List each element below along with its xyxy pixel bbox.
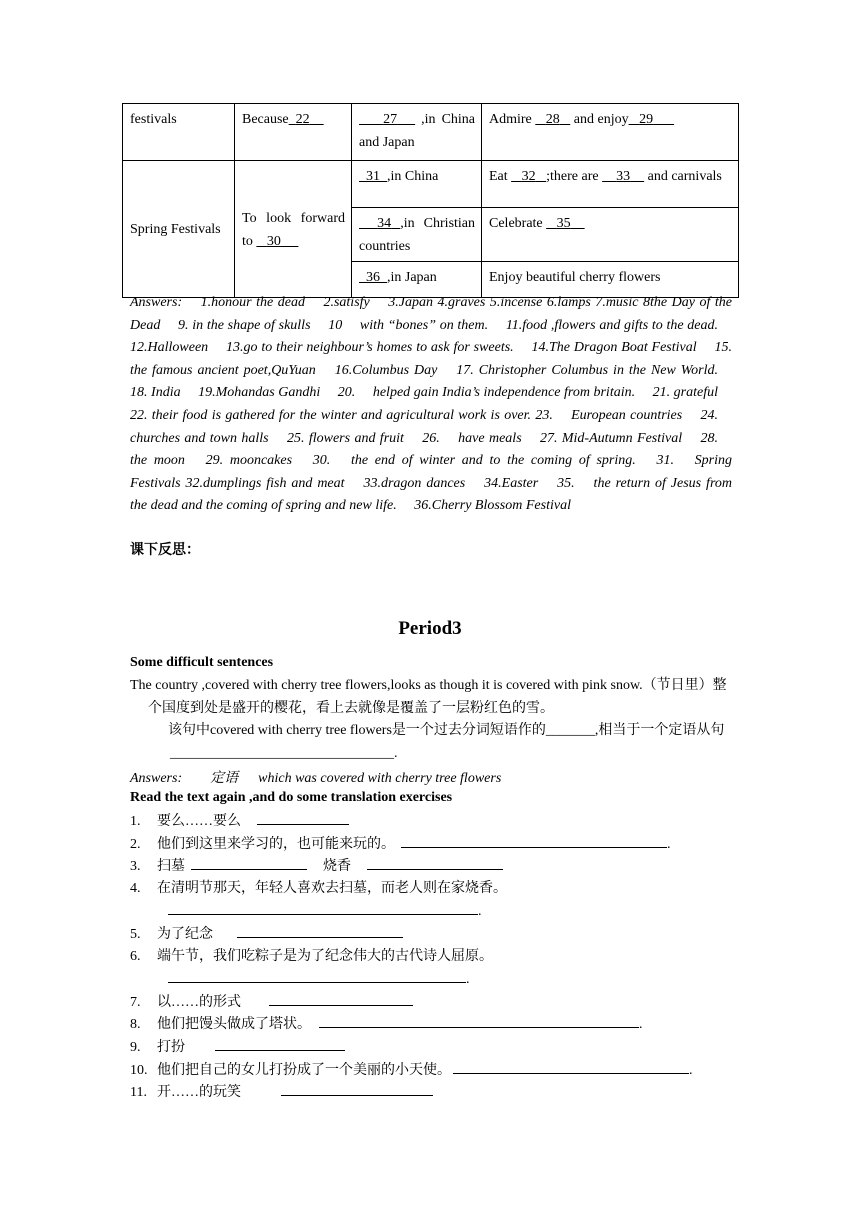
table-cell: Celebrate 35	[482, 208, 739, 262]
table-row	[123, 104, 739, 161]
list-item: 4. 在清明节那天，年轻人喜欢去扫墓，而老人则在家烧香。	[130, 880, 507, 896]
table-cell: Enjoy beautiful cherry flowers	[482, 262, 739, 298]
table-cell: Admire 28 and enjoy 29	[482, 104, 739, 161]
answer-line[interactable]	[168, 900, 478, 915]
festival-table	[122, 103, 739, 298]
answer-line[interactable]	[453, 1059, 689, 1074]
blank-31: 31	[366, 169, 380, 184]
answer-line[interactable]	[319, 1013, 639, 1028]
blank-29: 29	[639, 112, 654, 127]
reflection-label: 课下反思：	[130, 542, 200, 558]
blank-22: 22	[295, 112, 310, 127]
list-item: 2. 他们到这里来学习的，也可能来玩的。 .	[130, 833, 736, 856]
list-item: 5. 为了纪念	[130, 923, 736, 946]
answer-line[interactable]	[269, 991, 413, 1006]
period-title: Period3	[398, 618, 462, 639]
table-cell: festivals	[123, 104, 235, 161]
list-item: 8. 他们把馒头做成了塔状。 .	[130, 1013, 736, 1036]
section-title-difficult-sentences: Some difficult sentences	[130, 655, 274, 670]
table-row	[123, 161, 739, 208]
answer-line[interactable]	[401, 833, 667, 848]
list-item: 11. 开……的玩笑	[130, 1081, 736, 1104]
table-cell: 31 ,in China	[352, 161, 482, 208]
answer-line[interactable]	[215, 1036, 345, 1051]
list-item: 10. 他们把自己的女儿打扮成了一个美丽的小天使。 .	[130, 1059, 736, 1082]
table-cell: Spring Festivals	[123, 161, 235, 298]
answer-line[interactable]	[191, 855, 307, 870]
table-cell: Eat 32 ;there are 33 and carnivals	[482, 161, 739, 208]
answers-2: Answers: 定语 which was covered with cherry tree flowers	[130, 771, 502, 786]
grammar-note: 该句中covered with cherry tree flowers是一个过去分词短语作的_______,相当于一个定语从句________________________________.	[168, 723, 725, 761]
list-item: 3. 扫墓 烧香	[130, 855, 736, 878]
answers-paragraph: Answers: 1.honour the dead 2.satisfy 3.Japan 4.graves 5.incense 6.lamps 7.music 8the Day of the Dead 9. in the shape of skulls 10 with “bones” on them. 11.food ,flowers and gifts to the dead. 12.Halloween 13.go to their neighbour’s homes to ask for sweets. 14.The Dragon Boat Festival 15. the famous ancient poet,QuYuan 16.Columbus Day 17. Christopher Columbus in the New World. 18. India 19.Mohandas Gandhi 20. helped gain India’s independence from britain. 21. grateful 22. their food is gathered for the winter and agricultural work is over. 23. European countries 24. churches and town halls 25. flowers and fruit 26. have meals 27. Mid-Autumn Festival 28. the moon 29. mooncakes 30. the end of winter and to the coming of spring. 31. Spring Festivals 32.dumplings fish and meat 33.dragon dances 34.Easter 35. the return of Jesus from the dead and the coming of spring and new life. 36.Cherry Blossom Festival	[130, 295, 732, 514]
section-title-translation: Read the text again ,and do some translation exercises	[130, 790, 453, 805]
list-item: 7. 以……的形式	[130, 991, 736, 1014]
list-item: .	[130, 900, 736, 923]
example-sentence: The country ,covered with cherry tree flowers,looks as though it is covered with pink snow.（节日里）整个国度到处是盛开的樱花，看上去就像是覆盖了一层粉红色的雪。	[130, 678, 727, 716]
list-item: 6. 端午节，我们吃粽子是为了纪念伟大的古代诗人屈原。	[130, 948, 493, 964]
list-item: 1. 要么……要么	[130, 810, 736, 833]
table-cell: Because 22	[235, 104, 352, 161]
answer-line[interactable]	[237, 923, 403, 938]
table-cell: To look forward to 30	[235, 161, 352, 298]
blank-34: 34	[377, 216, 392, 231]
answer-line[interactable]	[168, 968, 466, 983]
translation-exercises	[130, 810, 736, 1104]
blank-36: 36	[366, 270, 380, 285]
list-item: .	[130, 968, 736, 991]
table-cell: 36 ,in Japan	[352, 262, 482, 298]
table-cell: 27 ,in China and Japan	[352, 104, 482, 161]
answer-line[interactable]	[257, 810, 349, 825]
blank-33: 33	[616, 169, 631, 184]
blank-28: 28	[545, 112, 560, 127]
blank-35: 35	[556, 216, 571, 231]
answer-line[interactable]	[281, 1081, 433, 1096]
blank-27: 27	[383, 112, 398, 127]
table-cell: 34 ,in Christian countries	[352, 208, 482, 262]
list-item: 9. 打扮	[130, 1036, 736, 1059]
blank-30: 30	[266, 233, 281, 249]
answer-line[interactable]	[367, 855, 503, 870]
blank-32: 32	[521, 169, 536, 184]
